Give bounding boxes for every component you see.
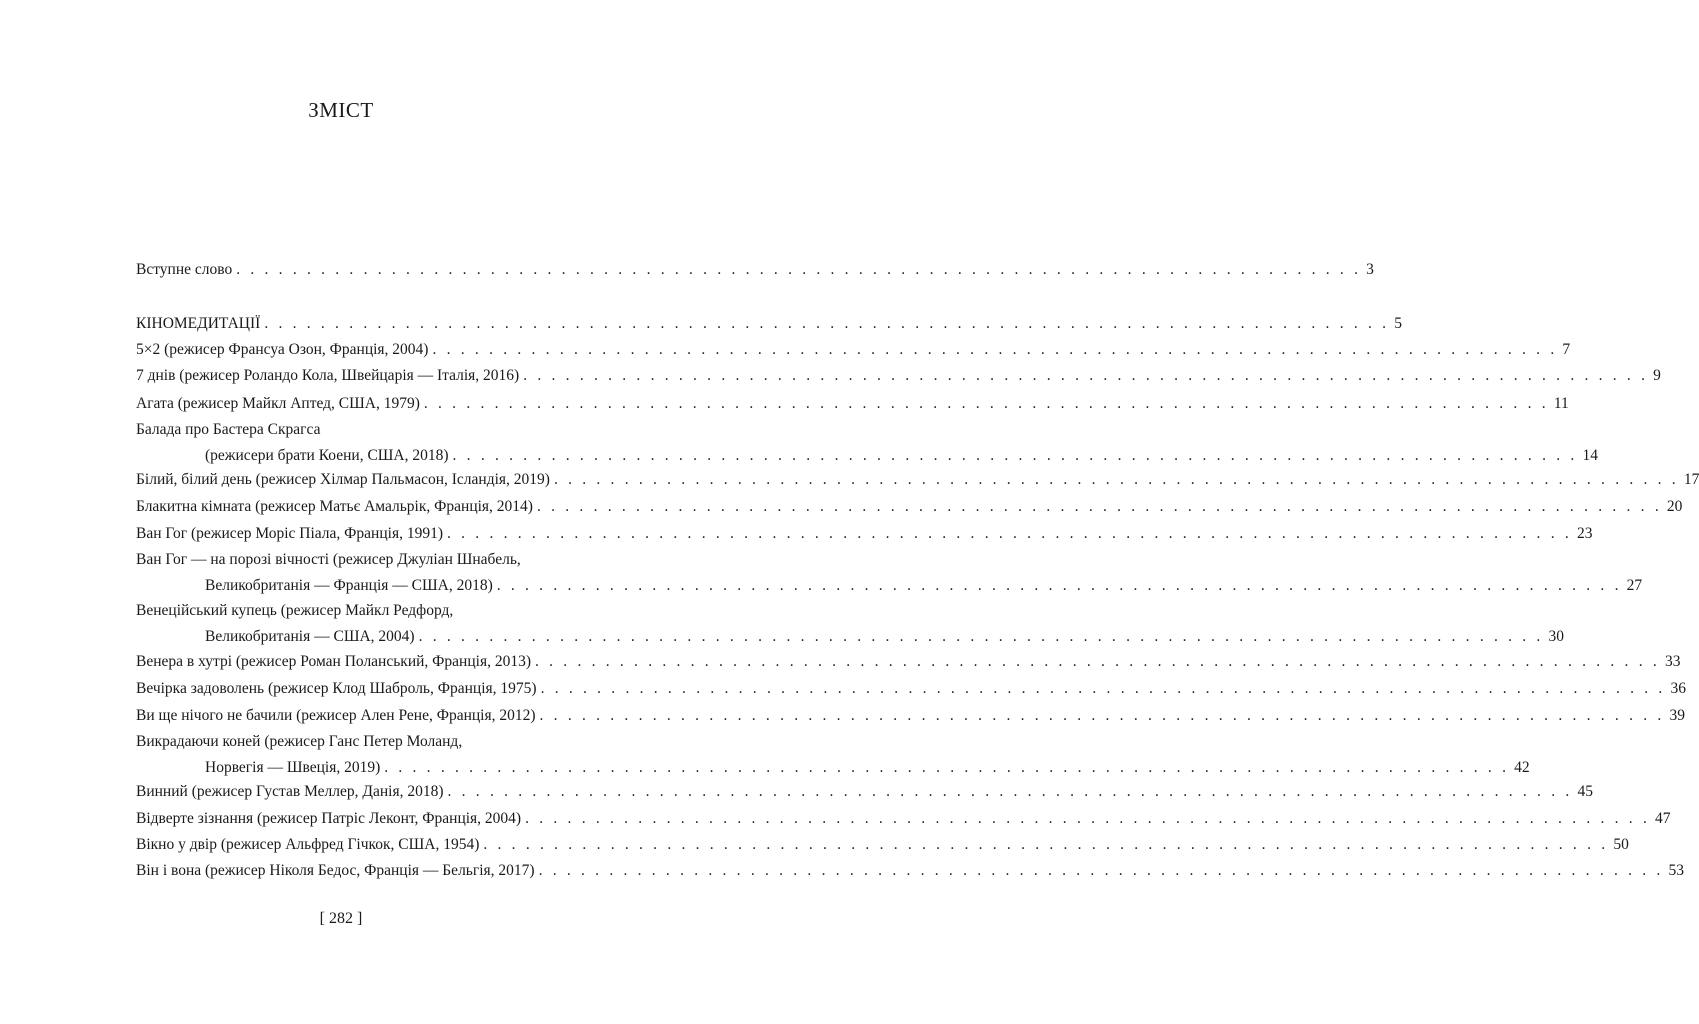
toc-entry-title: КІНОМЕДИТАЦІЇ <box>136 315 261 332</box>
toc-page-number: 7 <box>1562 341 1571 358</box>
toc-page-number: 53 <box>1668 862 1685 879</box>
toc-entry-line <box>136 624 1565 650</box>
toc-entry-title: Відверте зізнання (режисер Патріс Леконт, Франція, 2004) <box>136 810 522 827</box>
dot-leader: . . . . . . . . . . . . . . . . . . . . . . . . . . . . . . . . . . . . . . . . . . . . . . . . . . . . . . . . . . . . . . . . . . . . . . . . . . . . . . . . <box>418 628 1544 645</box>
toc-entry <box>136 257 1374 283</box>
toc-entry <box>136 703 1685 729</box>
toc-entry <box>136 649 1681 675</box>
dot-leader: . . . . . . . . . . . . . . . . . . . . . . . . . . . . . . . . . . . . . . . . . . . . . . . . . . . . . . . . . . . . . . . . . . . . . . . . . . . . . . . . <box>384 759 1510 776</box>
toc-entry <box>136 547 1643 599</box>
toc-page-number: 27 <box>1626 577 1643 594</box>
toc-entry-title: Блакитна кімната (режисер Матьє Амальрік, Франція, 2014) <box>136 498 533 515</box>
dot-leader: . . . . . . . . . . . . . . . . . . . . . . . . . . . . . . . . . . . . . . . . . . . . . . . . . . . . . . . . . . . . . . . . . . . . . . . . . . . . . . . . <box>540 680 1666 697</box>
dot-leader: . . . . . . . . . . . . . . . . . . . . . . . . . . . . . . . . . . . . . . . . . . . . . . . . . . . . . . . . . . . . . . . . . . . . . . . . . . . . . . . . <box>264 315 1390 332</box>
toc-entry <box>136 494 1683 520</box>
toc-entry <box>136 858 1685 884</box>
dot-leader: . . . . . . . . . . . . . . . . . . . . . . . . . . . . . . . . . . . . . . . . . . . . . . . . . . . . . . . . . . . . . . . . . . . . . . . . . . . . . . . . <box>447 525 1572 542</box>
toc-entry-title: Агата (режисер Майкл Аптед, США, 1979) <box>136 395 420 412</box>
toc-entry <box>136 363 1661 389</box>
dot-leader: . . . . . . . . . . . . . . . . . . . . . . . . . . . . . . . . . . . . . . . . . . . . . . . . . . . . . . . . . . . . . . . . . . . . . . . . . . . . . . . . <box>496 577 1622 594</box>
toc-entry-line <box>136 521 1593 547</box>
toc-entry-line <box>136 649 1681 675</box>
toc-entry <box>136 806 1671 832</box>
toc-entry-title: Вечірка задоволень (режисер Клод Шаброль, Франція, 1975) <box>136 680 537 697</box>
toc-page-number: 45 <box>1577 783 1593 800</box>
toc-entry-title: Вікно у двір (режисер Альфред Гічкок, США, 1954) <box>136 836 480 853</box>
toc-entry-details: Великобританія — США, 2004) <box>205 628 415 645</box>
toc-entry-line <box>136 311 1402 337</box>
toc-page-number: 47 <box>1655 810 1671 827</box>
toc-page-number: 5 <box>1394 315 1402 332</box>
dot-leader: . . . . . . . . . . . . . . . . . . . . . . . . . . . . . . . . . . . . . . . . . . . . . . . . . . . . . . . . . . . . . . . . . . . . . . . . . . . . . . . . <box>525 810 1651 827</box>
dot-leader: . . . . . . . . . . . . . . . . . . . . . . . . . . . . . . . . . . . . . . . . . . . . . . . . . . . . . . . . . . . . . . . . . . . . . . . . . . . . . . . . <box>432 341 1558 358</box>
dot-leader: . . . . . . . . . . . . . . . . . . . . . . . . . . . . . . . . . . . . . . . . . . . . . . . . . . . . . . . . . . . . . . . . . . . . . . . . . . . . . . . . <box>447 783 1573 800</box>
toc-page-number: 14 <box>1582 447 1598 464</box>
toc-entry <box>136 598 1565 650</box>
toc-entry-line <box>136 858 1685 884</box>
toc-page-number: 36 <box>1670 680 1686 697</box>
toc-entry-line <box>136 467 1699 493</box>
dot-leader: . . . . . . . . . . . . . . . . . . . . . . . . . . . . . . . . . . . . . . . . . . . . . . . . . . . . . . . . . . . . . . . . . . . . . . . . . . . . . . . . <box>538 862 1664 879</box>
toc-entry-line <box>136 755 1530 781</box>
toc-entry <box>136 337 1571 363</box>
toc-entry-line <box>136 573 1643 599</box>
toc-entry-title: Ван Гог — на порозі вічності (режисер Джуліан Шнабель, <box>136 551 521 568</box>
toc-page-number: 39 <box>1669 707 1685 724</box>
toc-entry-line <box>136 391 1569 417</box>
dot-leader: . . . . . . . . . . . . . . . . . . . . . . . . . . . . . . . . . . . . . . . . . . . . . . . . . . . . . . . . . . . . . . . . . . . . . . . . . . . . . . . . <box>483 836 1609 853</box>
toc-entry-line <box>136 703 1685 729</box>
toc-entry-title: Венера в хутрі (режисер Роман Поланський, Франція, 2013) <box>136 653 531 670</box>
dot-leader: . . . . . . . . . . . . . . . . . . . . . . . . . . . . . . . . . . . . . . . . . . . . . . . . . . . . . . . . . . . . . . . . . . . . . . . . . . . . . . . . <box>539 707 1665 724</box>
dot-leader: . . . . . . . . . . . . . . . . . . . . . . . . . . . . . . . . . . . . . . . . . . . . . . . . . . . . . . . . . . . . . . . . . . . . . . . . . . . . . . . . <box>536 498 1662 515</box>
toc-entry <box>136 467 1699 493</box>
toc-entry <box>136 729 1530 781</box>
toc-entry-line <box>136 363 1661 389</box>
dot-leader: . . . . . . . . . . . . . . . . . . . . . . . . . . . . . . . . . . . . . . . . . . . . . . . . . . . . . . . . . . . . . . . . . . . . . . . . . . . . . . . . <box>553 471 1679 488</box>
toc-entry-title: 5×2 (режисер Франсуа Озон, Франція, 2004) <box>136 341 429 358</box>
toc-entry <box>136 779 1593 805</box>
dot-leader: . . . . . . . . . . . . . . . . . . . . . . . . . . . . . . . . . . . . . . . . . . . . . . . . . . . . . . . . . . . . . . . . . . . . . . . . . . . . . . . . <box>535 653 1660 670</box>
toc-entry-line <box>136 494 1683 520</box>
toc-page-number: 50 <box>1613 836 1629 853</box>
toc-entry <box>136 391 1569 417</box>
toc-entry-line <box>136 337 1571 363</box>
toc-page-number: 33 <box>1664 653 1681 670</box>
toc-entry-line <box>136 779 1593 805</box>
toc-entry-line <box>136 257 1374 283</box>
toc-entry-title: Ви ще нічого не бачили (режисер Ален Рене, Франція, 2012) <box>136 707 536 724</box>
dot-leader: . . . . . . . . . . . . . . . . . . . . . . . . . . . . . . . . . . . . . . . . . . . . . . . . . . . . . . . . . . . . . . . . . . . . . . . . . . . . . . . . <box>452 447 1578 464</box>
toc-entry-line <box>136 832 1629 858</box>
toc-entry-details: (режисери брати Коени, США, 2018) <box>205 447 449 464</box>
toc-page-number: 42 <box>1514 759 1530 776</box>
toc-entry-details: Великобританія — Франція — США, 2018) <box>205 577 493 594</box>
toc-page-number: 9 <box>1653 367 1661 384</box>
toc-entry <box>136 311 1402 337</box>
page-number: [ 282 ] <box>319 910 363 927</box>
toc-entry-line <box>136 806 1671 832</box>
dot-leader: . . . . . . . . . . . . . . . . . . . . . . . . . . . . . . . . . . . . . . . . . . . . . . . . . . . . . . . . . . . . . . . . . . . . . . . . . . . . . . . . <box>423 395 1549 412</box>
toc-entry-title: Він і вона (режисер Ніколя Бедос, Франція — Бельгія, 2017) <box>136 862 535 879</box>
toc-entry-title: 7 днів (режисер Роландо Кола, Швейцарія — Італія, 2016) <box>136 367 520 384</box>
dot-leader: . . . . . . . . . . . . . . . . . . . . . . . . . . . . . . . . . . . . . . . . . . . . . . . . . . . . . . . . . . . . . . . . . . . . . . . . . . . . . . . . <box>236 261 1362 278</box>
toc-entry-line <box>136 443 1598 469</box>
toc-page-number: 3 <box>1366 261 1374 278</box>
toc-entry-details: Норвегія — Швеція, 2019) <box>205 759 381 776</box>
toc-entry-line <box>136 676 1686 702</box>
toc-entry-title: Викрадаючи коней (режисер Ганс Петер Моланд, <box>136 733 463 750</box>
toc-entry <box>136 676 1686 702</box>
toc-page-number: 30 <box>1548 628 1565 645</box>
toc-entry-title: Вступне слово <box>136 261 233 278</box>
toc-entry <box>136 832 1629 858</box>
toc-entry-title: Венеційський купець (режисер Майкл Редфорд, <box>136 602 454 619</box>
page-title: ЗМІСТ <box>308 98 374 122</box>
toc-page-number: 20 <box>1666 498 1683 515</box>
toc-entry <box>136 521 1593 547</box>
toc-page-number: 17 <box>1683 471 1699 488</box>
toc-entry-title: Винний (режисер Густав Меллер, Данія, 2018) <box>136 783 444 800</box>
dot-leader: . . . . . . . . . . . . . . . . . . . . . . . . . . . . . . . . . . . . . . . . . . . . . . . . . . . . . . . . . . . . . . . . . . . . . . . . . . . . . . . . <box>523 367 1649 384</box>
toc-entry-title: Білий, білий день (режисер Хілмар Пальмасон, Ісландія, 2019) <box>136 471 550 488</box>
toc-page-number: 11 <box>1553 395 1569 412</box>
toc-entry-title: Ван Гог (режисер Моріс Піала, Франція, 1991) <box>136 525 443 542</box>
toc-page-number: 23 <box>1576 525 1593 542</box>
toc-entry-title: Балада про Бастера Скрагса <box>136 421 321 438</box>
toc-entry <box>136 417 1598 469</box>
